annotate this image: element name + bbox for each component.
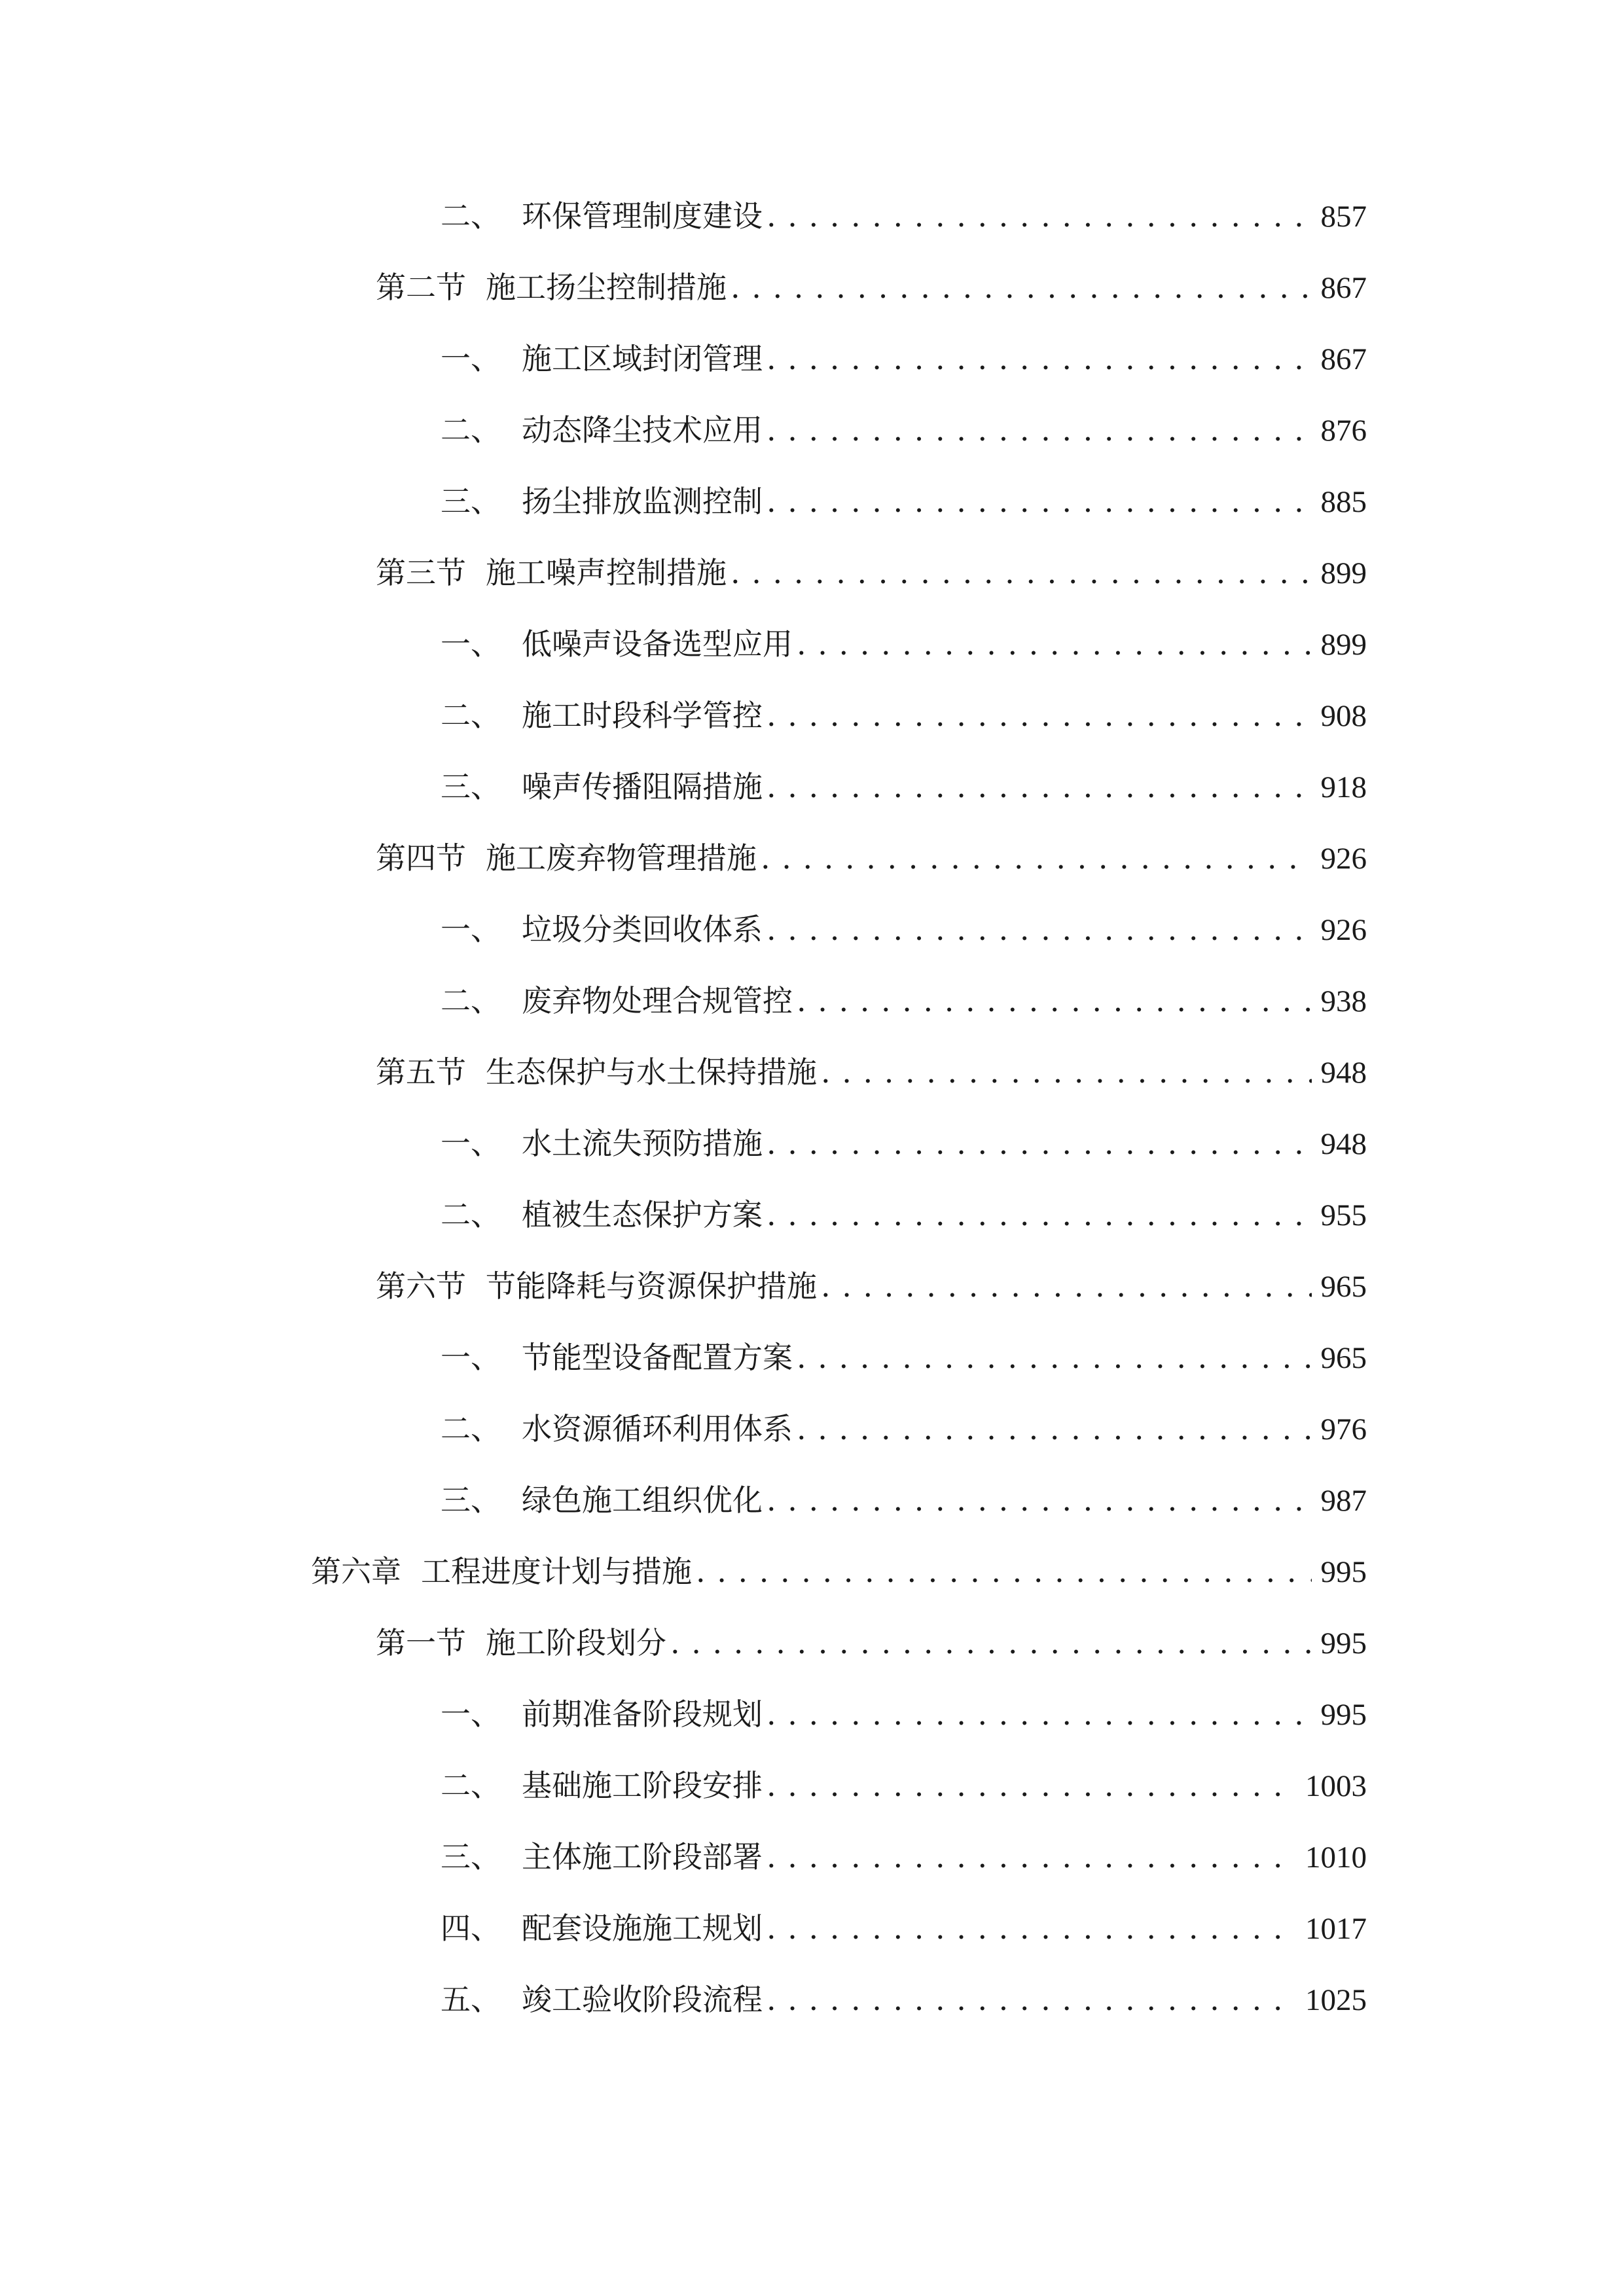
toc-entry[interactable] <box>441 1477 1367 1523</box>
toc-entry[interactable] <box>376 1263 1367 1309</box>
toc-entry-title: 施工时段科学管控 <box>522 698 763 733</box>
toc-entry-number: 一、 <box>441 1696 501 1732</box>
toc-entry-title: 植被生态保护方案 <box>522 1197 763 1232</box>
toc-entry-title: 环保管理制度建设 <box>522 198 763 234</box>
toc-entry-number: 第三节 <box>376 555 466 590</box>
toc-entry-page: 987 <box>1320 1484 1367 1518</box>
toc-entry-number: 二、 <box>441 198 501 234</box>
toc-entry-number: 第四节 <box>376 840 466 876</box>
toc-entry-title: 节能降耗与资源保护措施 <box>486 1268 817 1304</box>
dot-leader <box>767 906 1312 952</box>
dot-leader <box>767 1121 1312 1166</box>
dot-leader <box>767 336 1312 382</box>
toc-entry[interactable] <box>441 336 1367 382</box>
toc-entry-title: 噪声传播阻隔措施 <box>522 769 763 804</box>
toc-entry-number: 第二节 <box>376 270 466 305</box>
toc-entry-title: 垃圾分类回收体系 <box>522 912 763 947</box>
toc-entry-title: 扬尘排放监测控制 <box>522 484 763 519</box>
toc-entry-title: 水土流失预防措施 <box>522 1126 763 1161</box>
toc-entry-page: 926 <box>1320 913 1367 947</box>
dot-leader <box>767 1763 1296 1808</box>
toc-entry[interactable] <box>441 407 1367 453</box>
toc-entry-number: 一、 <box>441 1126 501 1161</box>
dot-leader <box>821 1263 1312 1309</box>
dot-leader <box>767 193 1312 239</box>
toc-entry-number: 四、 <box>441 1910 501 1946</box>
dot-leader <box>797 978 1312 1024</box>
toc-entry[interactable] <box>441 764 1367 810</box>
toc-entry-title: 绿色施工组织优化 <box>522 1482 763 1518</box>
toc-entry-title: 工程进度计划与措施 <box>421 1554 692 1589</box>
toc-entry-title: 主体施工阶段部署 <box>522 1839 763 1874</box>
dot-leader <box>797 621 1312 667</box>
toc-entry-page: 955 <box>1320 1198 1367 1232</box>
toc-entry-page: 908 <box>1320 699 1367 733</box>
toc-entry-title: 施工噪声控制措施 <box>486 555 727 590</box>
toc-entry-title: 生态保护与水土保持措施 <box>486 1054 817 1090</box>
toc-entry-page: 938 <box>1320 984 1367 1018</box>
toc-entry[interactable] <box>376 1620 1367 1666</box>
toc-entry-page: 876 <box>1320 414 1367 448</box>
toc-entry[interactable] <box>441 1977 1367 2022</box>
toc-entry-page: 995 <box>1320 1698 1367 1732</box>
dot-leader <box>767 407 1312 453</box>
toc-entry-number: 三、 <box>441 1482 501 1518</box>
toc-entry-title: 基础施工阶段安排 <box>522 1768 763 1803</box>
toc-entry-page: 995 <box>1320 1555 1367 1589</box>
toc-entry-page: 948 <box>1320 1056 1367 1090</box>
dot-leader <box>797 1335 1312 1380</box>
dot-leader <box>761 835 1312 881</box>
toc-entry[interactable] <box>441 1192 1367 1238</box>
toc-entry-page: 867 <box>1320 271 1367 305</box>
toc-entry-number: 二、 <box>441 1197 501 1232</box>
toc-entry-number: 三、 <box>441 1839 501 1874</box>
toc-entry-page: 976 <box>1320 1412 1367 1446</box>
toc-entry-number: 第一节 <box>376 1625 466 1660</box>
toc-entry-page: 995 <box>1320 1626 1367 1660</box>
toc-entry-number: 一、 <box>441 341 501 376</box>
toc-entry-title: 施工扬尘控制措施 <box>486 270 727 305</box>
toc-entry[interactable] <box>441 193 1367 239</box>
dot-leader <box>670 1620 1312 1666</box>
dot-leader <box>731 264 1312 310</box>
toc-entry-title: 施工废弃物管理措施 <box>486 840 757 876</box>
toc-entry-page: 857 <box>1320 200 1367 234</box>
toc-entry-number: 一、 <box>441 626 501 662</box>
dot-leader <box>767 1905 1296 1951</box>
toc-entry[interactable] <box>441 478 1367 524</box>
toc-entry[interactable] <box>311 1549 1367 1594</box>
toc-entry-title: 节能型设备配置方案 <box>522 1340 793 1375</box>
toc-entry-page: 885 <box>1320 485 1367 519</box>
toc-entry[interactable] <box>376 835 1367 881</box>
dot-leader <box>797 1406 1312 1452</box>
toc-entry-number: 二、 <box>441 412 501 448</box>
toc-entry-page: 867 <box>1320 342 1367 376</box>
toc-entry[interactable] <box>441 1763 1367 1808</box>
toc-entry[interactable] <box>441 1121 1367 1166</box>
toc-entry-number: 第六节 <box>376 1268 466 1304</box>
dot-leader <box>821 1049 1312 1095</box>
dot-leader <box>767 1691 1312 1737</box>
toc-entry-title: 动态降尘技术应用 <box>522 412 763 448</box>
toc-entry-page: 948 <box>1320 1127 1367 1161</box>
toc-entry[interactable] <box>441 1905 1367 1951</box>
toc-entry[interactable] <box>441 1834 1367 1880</box>
toc-entry-number: 二、 <box>441 698 501 733</box>
toc-entry-page: 1010 <box>1305 1840 1367 1874</box>
toc-entry-number: 二、 <box>441 1768 501 1803</box>
toc-entry[interactable] <box>441 1406 1367 1452</box>
toc-entry-number: 一、 <box>441 912 501 947</box>
toc-entry-number: 第五节 <box>376 1054 466 1090</box>
toc-entry[interactable] <box>376 1049 1367 1095</box>
toc-entry-page: 1017 <box>1305 1912 1367 1946</box>
toc-entry[interactable] <box>441 906 1367 952</box>
toc-entry-title: 水资源循环利用体系 <box>522 1411 793 1446</box>
toc-entry[interactable] <box>441 1691 1367 1737</box>
toc-entry[interactable] <box>376 264 1367 310</box>
dot-leader <box>767 478 1312 524</box>
toc-entry[interactable] <box>441 1335 1367 1380</box>
toc-entry[interactable] <box>441 621 1367 667</box>
toc-entry-number: 三、 <box>441 484 501 519</box>
toc-entry-number: 二、 <box>441 1411 501 1446</box>
toc-entry-number: 一、 <box>441 1340 501 1375</box>
dot-leader <box>767 692 1312 738</box>
dot-leader <box>731 550 1312 596</box>
dot-leader <box>767 764 1312 810</box>
toc-entry-page: 899 <box>1320 628 1367 662</box>
dot-leader <box>767 1477 1312 1523</box>
toc-entry-page: 918 <box>1320 770 1367 804</box>
toc-entry-title: 施工阶段划分 <box>486 1625 666 1660</box>
dot-leader <box>767 1977 1296 2022</box>
toc-entry-number: 二、 <box>441 983 501 1018</box>
dot-leader <box>767 1834 1296 1880</box>
toc-entry-page: 1003 <box>1305 1769 1367 1803</box>
toc-entry[interactable] <box>441 692 1367 738</box>
toc-entry[interactable] <box>441 978 1367 1024</box>
toc-entry-title: 施工区域封闭管理 <box>522 341 763 376</box>
toc-entry-page: 965 <box>1320 1341 1367 1375</box>
toc-entry-number: 三、 <box>441 769 501 804</box>
toc-entry-title: 配套设施施工规划 <box>522 1910 763 1946</box>
toc-entry-title: 低噪声设备选型应用 <box>522 626 793 662</box>
toc-entry-page: 899 <box>1320 556 1367 590</box>
toc-entry-page: 1025 <box>1305 1983 1367 2017</box>
toc-entry[interactable] <box>376 550 1367 596</box>
toc-entry-number: 第六章 <box>311 1554 401 1589</box>
toc-entry-page: 965 <box>1320 1270 1367 1304</box>
toc-entry-page: 926 <box>1320 842 1367 876</box>
dot-leader <box>767 1192 1312 1238</box>
dot-leader <box>696 1549 1312 1594</box>
toc-entry-title: 前期准备阶段规划 <box>522 1696 763 1732</box>
toc-entry-title: 废弃物处理合规管控 <box>522 983 793 1018</box>
toc-entry-title: 竣工验收阶段流程 <box>522 1982 763 2017</box>
toc-entry-number: 五、 <box>441 1982 501 2017</box>
